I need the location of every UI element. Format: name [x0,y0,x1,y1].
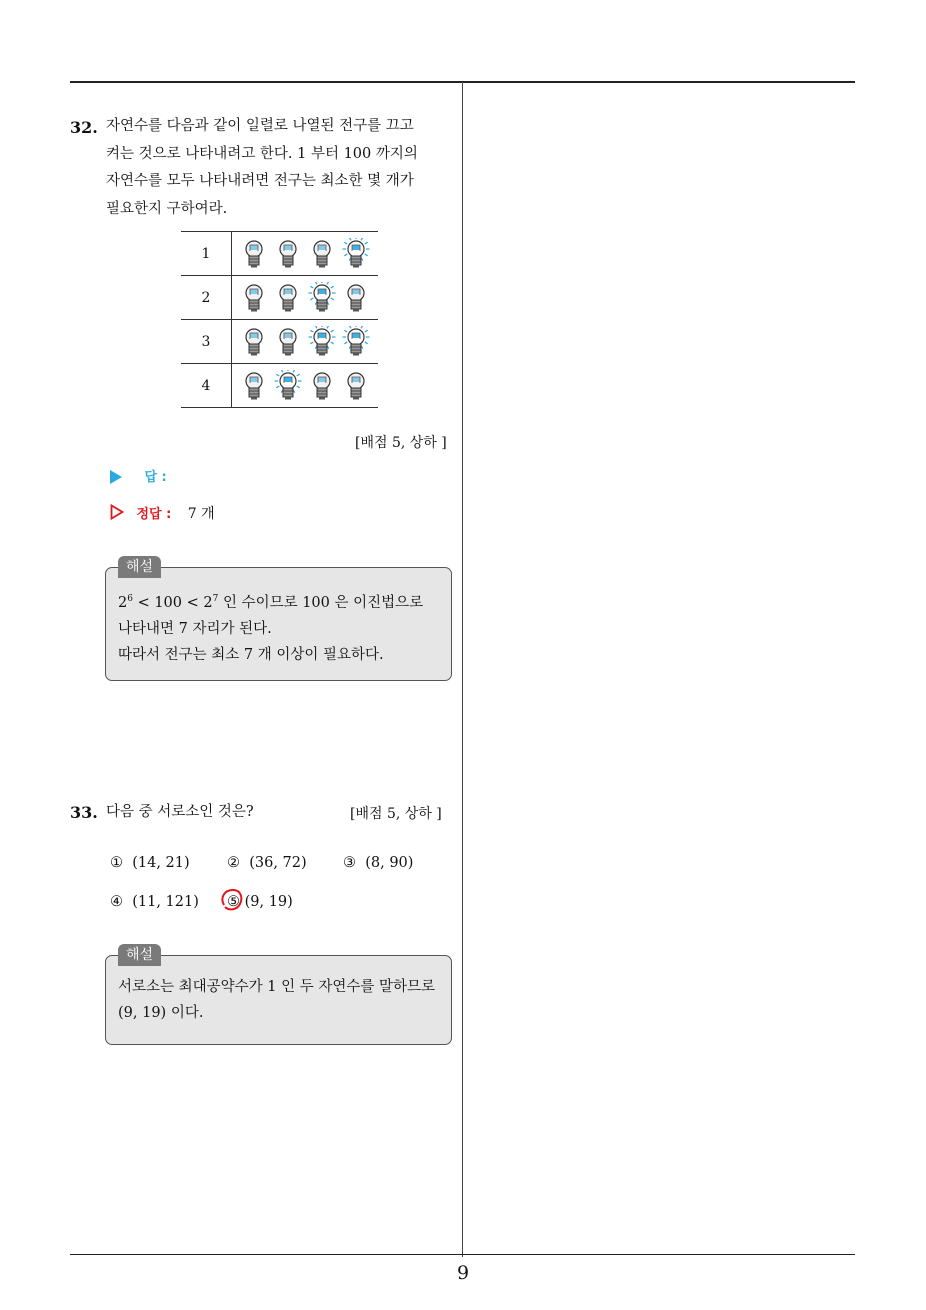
bulb-table-row [181,276,378,320]
selected-answer-circle-icon [220,888,244,912]
explanation-line: 따라서 전구는 최소 7 개 이상이 필요하다. [118,647,384,663]
bulb-row-bulbs [232,276,379,320]
question-32-number: 32. [70,118,98,137]
explanation-tab-33: 해설 [118,944,161,966]
page-number: 9 [456,1262,470,1284]
explanation-box-33 [105,955,452,1045]
lightbulb-on-icon [342,238,370,270]
bulb-row-number: 3 [181,320,232,364]
lightbulb-off-icon [274,282,302,314]
lightbulb-on-icon [308,326,336,358]
bulb-row-number: 2 [181,276,232,320]
lightbulb-off-icon [308,370,336,402]
triangle-outline-icon [110,504,124,524]
triangle-right-icon [110,470,122,484]
lightbulb-on-icon [308,282,336,314]
bulb-row-number: 1 [181,232,232,276]
lightbulb-off-icon [240,282,268,314]
question-33-number: 33. [70,803,98,822]
question-32-line: 켜는 것으로 나타내려고 한다. 1 부터 100 까지의 [106,145,418,162]
lightbulb-off-icon [240,370,268,402]
footer-rule [70,1254,855,1255]
bulb-row-bulbs [232,232,379,276]
lightbulb-on-icon [342,326,370,358]
choice-3[interactable]: ③ (8, 90) [343,855,414,871]
lightbulb-off-icon [342,282,370,314]
column-divider [462,82,463,1257]
choice-5[interactable]: ⑤ (9, 19) [227,894,293,910]
lightbulb-on-icon [274,370,302,402]
question-33-score: [배점 5, 상하 ] [350,806,442,822]
question-33-text: 다음 중 서로소인 것은? [106,804,254,820]
question-32-line: 필요한지 구하여라. [106,200,228,217]
bulb-table-row [181,232,378,276]
correct-answer-row [110,503,215,524]
correct-answer-value: 7 개 [187,506,215,522]
correct-answer-label: 정답 : [136,507,172,522]
question-32-line: 자연수를 다음과 같이 일렬로 나열된 전구를 끄고 [106,118,414,134]
bulb-row-bulbs [232,320,379,364]
answer-input-row[interactable] [110,466,167,485]
explanation-tab-32: 해설 [118,556,161,578]
lightbulb-off-icon [274,326,302,358]
explanation-box-32 [105,567,452,681]
explanation-line: 서로소는 최대공약수가 1 인 두 자연수를 말하므로 [118,979,436,995]
choice-1[interactable]: ① (14, 21) [110,855,190,871]
question-32-text [106,113,418,223]
bulb-row-bulbs [232,364,379,408]
bulb-table-row [181,320,378,364]
explanation-line: (9, 19) 이다. [118,1005,204,1021]
lightbulb-off-icon [240,326,268,358]
bulb-table [181,231,378,408]
bulb-row-number: 4 [181,364,232,408]
lightbulb-off-icon [274,238,302,270]
lightbulb-off-icon [308,238,336,270]
bulb-table-row [181,364,378,408]
explanation-line: 나타내면 7 자리가 된다. [118,621,272,637]
lightbulb-off-icon [342,370,370,402]
question-32-line: 자연수를 모두 나타내려면 전구는 최소한 몇 개가 [106,173,414,189]
answer-label: 답 : [144,470,167,485]
question-32-score: [배점 5, 상하 ] [355,435,447,451]
choice-2[interactable]: ② (36, 72) [227,855,307,871]
explanation-line: $2^6 < 100 < 2^7$ 인 수이므로 100 은 이진법으로 [118,594,424,611]
choice-4[interactable]: ④ (11, 121) [110,894,199,910]
lightbulb-off-icon [240,238,268,270]
